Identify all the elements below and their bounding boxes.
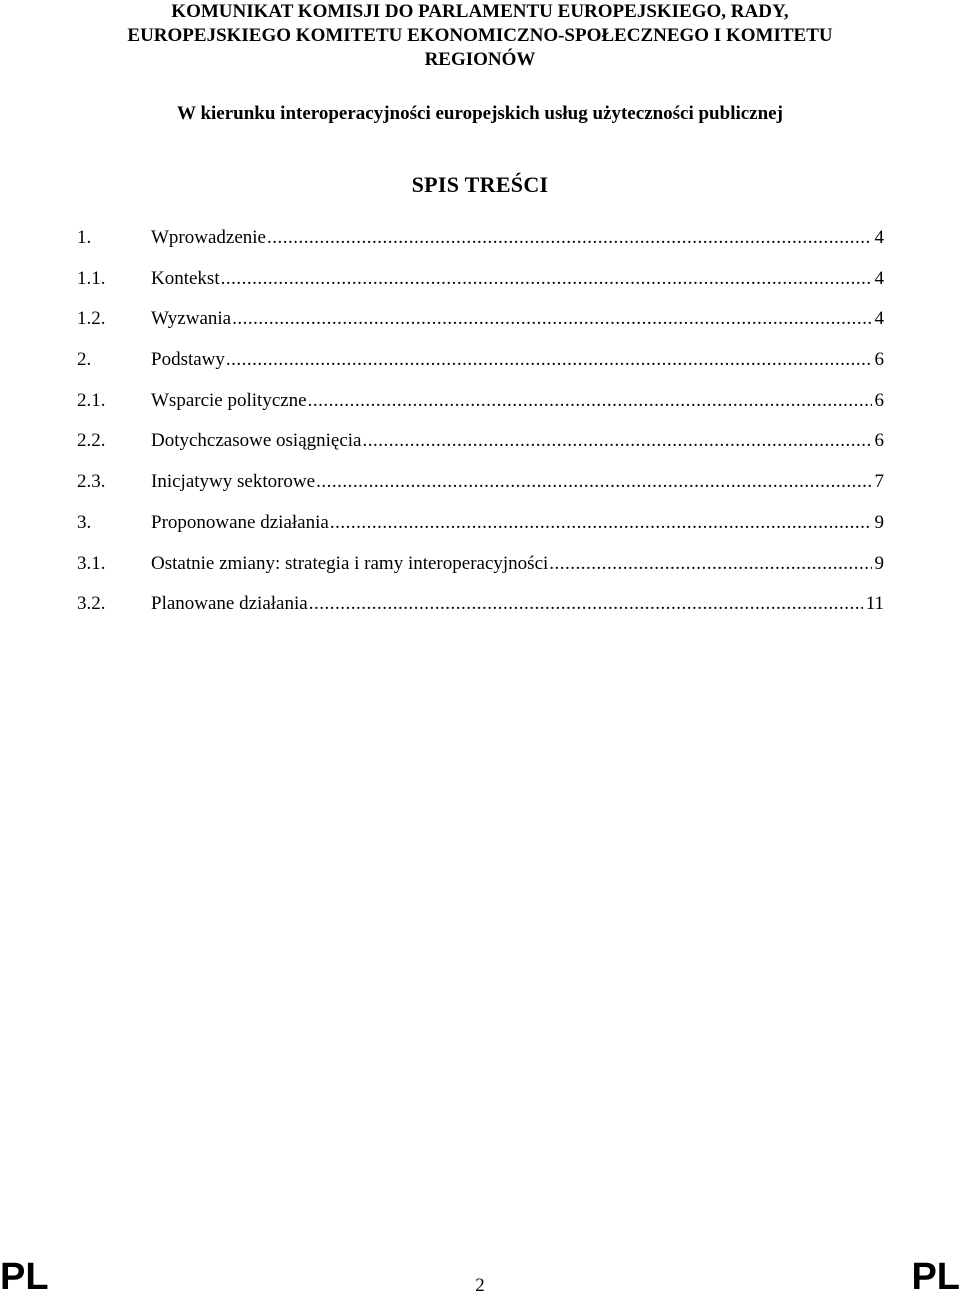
toc-entry-page: 4 xyxy=(874,267,884,289)
toc-entry-page: 6 xyxy=(874,389,884,411)
toc-dot-leader xyxy=(221,267,872,291)
toc-entry-title: Wsparcie polityczne xyxy=(151,389,307,411)
page-number: 2 xyxy=(475,1275,485,1296)
toc-entry-title: Dotychczasowe osiągnięcia xyxy=(151,430,362,452)
toc-entry-title: Wprowadzenie xyxy=(151,227,266,248)
toc-entry-page: 4 xyxy=(874,227,884,248)
toc-entry-number: 2.2. xyxy=(77,430,106,452)
toc-entry-number: 2.3. xyxy=(77,471,106,493)
toc-entry[interactable] xyxy=(77,511,884,552)
toc-entry[interactable] xyxy=(77,429,884,470)
document-subtitle: W kierunku interoperacyjności europejskich usług użyteczności publicznej xyxy=(177,103,783,124)
toc-dot-leader xyxy=(226,348,872,372)
toc-dot-leader xyxy=(363,429,872,453)
toc-entry[interactable] xyxy=(77,552,884,593)
toc-entry[interactable] xyxy=(77,267,884,308)
toc-dot-leader xyxy=(549,552,871,576)
toc-entry[interactable] xyxy=(77,592,884,633)
toc-entry-title: Wyzwania xyxy=(151,308,232,330)
toc-entry-title: Inicjatywy sektorowe xyxy=(151,471,316,493)
toc-dot-leader xyxy=(308,389,872,413)
document-title xyxy=(0,0,960,72)
document-title-line-3: REGIONÓW xyxy=(424,49,536,70)
toc-entry-number: 1.1. xyxy=(77,267,106,289)
toc-entry-page: 6 xyxy=(874,430,884,452)
toc-entry-page: 7 xyxy=(874,471,884,493)
toc-entry-title: Proponowane działania xyxy=(151,511,329,533)
toc-entry-title: Planowane działania xyxy=(151,593,308,615)
toc-dot-leader xyxy=(316,470,871,494)
footer-language-code-left: PL xyxy=(0,1256,49,1298)
toc-entry-number: 2. xyxy=(77,349,92,371)
toc-entry-page: 11 xyxy=(865,593,884,615)
toc-entry[interactable] xyxy=(77,470,884,511)
toc-dot-leader xyxy=(267,226,872,250)
toc-entry[interactable] xyxy=(77,307,884,348)
table-of-contents xyxy=(77,226,884,633)
toc-entry-page: 9 xyxy=(874,552,884,574)
toc-entry[interactable] xyxy=(77,348,884,389)
toc-entry-number: 1.2. xyxy=(77,308,106,330)
document-title-line-1: KOMUNIKAT KOMISJI DO PARLAMENTU EUROPEJSKIEGO, RADY, xyxy=(171,1,789,22)
toc-entry-number: 3.1. xyxy=(77,552,106,574)
toc-dot-leader xyxy=(309,592,863,616)
toc-entry-page: 4 xyxy=(874,308,884,330)
toc-entry-number: 3. xyxy=(77,511,92,533)
toc-entry-page: 6 xyxy=(874,349,884,371)
toc-entry-title: Kontekst xyxy=(151,267,220,289)
toc-entry[interactable] xyxy=(77,226,884,267)
toc-entry-number: 2.1. xyxy=(77,389,106,411)
document-title-line-2: EUROPEJSKIEGO KOMITETU EKONOMICZNO-SPOŁECZNEGO I KOMITETU xyxy=(127,25,833,46)
toc-entry-page: 9 xyxy=(874,511,884,533)
toc-entry-number: 1. xyxy=(77,227,92,248)
toc-entry-title: Podstawy xyxy=(151,349,225,371)
toc-entry[interactable] xyxy=(77,389,884,430)
toc-entry-title: Ostatnie zmiany: strategia i ramy interoperacyjności xyxy=(151,552,549,574)
footer-language-code-right: PL xyxy=(911,1256,960,1298)
toc-dot-leader xyxy=(330,511,872,535)
toc-dot-leader xyxy=(232,307,871,331)
toc-heading: SPIS TREŚCI xyxy=(411,172,549,197)
toc-entry-number: 3.2. xyxy=(77,593,106,615)
